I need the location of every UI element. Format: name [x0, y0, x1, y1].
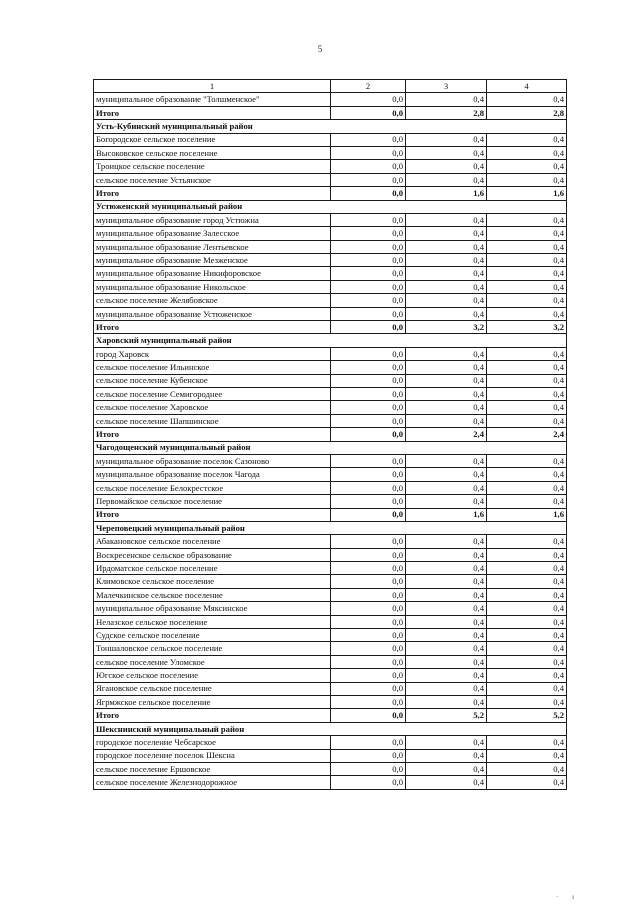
district-header-row — [94, 200, 567, 213]
table-row — [94, 655, 567, 668]
table-row — [94, 588, 567, 601]
cell-col-3: 5,2 — [406, 709, 487, 722]
district-name: Череповецкий муниципальный район — [94, 521, 567, 534]
cell-col-4: 0,4 — [487, 173, 567, 186]
cell-col-2: 0,0 — [331, 428, 406, 441]
table-row — [94, 347, 567, 360]
cell-name: Нелазское сельское поселение — [94, 615, 331, 628]
cell-name: Судское сельское поселение — [94, 629, 331, 642]
cell-name: сельское поселение Уломское — [94, 655, 331, 668]
cell-name: Первомайское сельское поселение — [94, 495, 331, 508]
cell-col-3: 0,4 — [406, 454, 487, 467]
cell-name: сельское поселение Ершовское — [94, 762, 331, 775]
cell-col-2: 0,0 — [331, 280, 406, 293]
page-number: 5 — [317, 44, 323, 54]
corner-marks: · ı — [556, 893, 581, 901]
cell-col-3: 0,4 — [406, 146, 487, 159]
cell-col-3: 0,4 — [406, 240, 487, 253]
cell-col-3: 0,4 — [406, 347, 487, 360]
district-header-row — [94, 334, 567, 347]
cell-col-4: 0,4 — [487, 347, 567, 360]
district-name: Чагодощенский муниципальный район — [94, 441, 567, 454]
cell-col-2: 0,0 — [331, 776, 406, 789]
table-row — [94, 267, 567, 280]
cell-name: сельское поселение Семигороднее — [94, 387, 331, 400]
cell-col-3: 0,4 — [406, 280, 487, 293]
cell-col-3: 0,4 — [406, 762, 487, 775]
cell-col-3: 0,4 — [406, 562, 487, 575]
cell-name: сельское поселение Устьянское — [94, 173, 331, 186]
cell-name: муниципальное образование Мяксинское — [94, 602, 331, 615]
cell-col-4: 0,4 — [487, 227, 567, 240]
table-row — [94, 602, 567, 615]
cell-col-3: 0,4 — [406, 361, 487, 374]
cell-name: Климовское сельское поселение — [94, 575, 331, 588]
cell-col-3: 0,4 — [406, 160, 487, 173]
cell-col-4: 0,4 — [487, 160, 567, 173]
cell-col-2: 0,0 — [331, 454, 406, 467]
total-row — [94, 187, 567, 200]
table-header-row — [94, 80, 567, 93]
cell-col-4: 0,4 — [487, 254, 567, 267]
cell-col-4: 0,4 — [487, 615, 567, 628]
cell-name: сельское поселение Харовское — [94, 401, 331, 414]
cell-name: Итого — [94, 508, 331, 521]
cell-name: Итого — [94, 709, 331, 722]
cell-col-2: 0,0 — [331, 481, 406, 494]
cell-col-4: 0,4 — [487, 736, 567, 749]
cell-col-4: 0,4 — [487, 495, 567, 508]
cell-col-3: 0,4 — [406, 294, 487, 307]
table-row — [94, 93, 567, 106]
cell-name: Итого — [94, 187, 331, 200]
cell-col-4: 0,4 — [487, 642, 567, 655]
table-row — [94, 307, 567, 320]
cell-name: Итого — [94, 428, 331, 441]
cell-name: Высоковское сельское поселение — [94, 146, 331, 159]
cell-col-4: 0,4 — [487, 361, 567, 374]
cell-col-3: 0,4 — [406, 93, 487, 106]
cell-col-3: 0,4 — [406, 468, 487, 481]
cell-name: муниципальное образование Залесское — [94, 227, 331, 240]
cell-col-3: 0,4 — [406, 374, 487, 387]
table-row — [94, 401, 567, 414]
cell-name: Богородское сельское поселение — [94, 133, 331, 146]
cell-col-4: 0,4 — [487, 749, 567, 762]
cell-col-2: 0,0 — [331, 93, 406, 106]
cell-col-4: 0,4 — [487, 414, 567, 427]
cell-col-4: 0,4 — [487, 146, 567, 159]
table-row — [94, 146, 567, 159]
total-row — [94, 321, 567, 334]
cell-col-3: 0,4 — [406, 669, 487, 682]
cell-name: сельское поселение Белокрестское — [94, 481, 331, 494]
cell-name: муниципальное образование "Толшменское" — [94, 93, 331, 106]
cell-name: муниципальное образование поселок Сазоново — [94, 454, 331, 467]
cell-col-4: 0,4 — [487, 562, 567, 575]
cell-col-3: 0,4 — [406, 588, 487, 601]
cell-col-3: 0,4 — [406, 682, 487, 695]
table-row — [94, 133, 567, 146]
table-row — [94, 682, 567, 695]
table-row — [94, 454, 567, 467]
cell-col-2: 0,0 — [331, 615, 406, 628]
cell-col-4: 0,4 — [487, 548, 567, 561]
header-col-1: 1 — [94, 80, 331, 93]
district-name: Усть-Кубинский муниципальный район — [94, 120, 567, 133]
cell-col-3: 0,4 — [406, 307, 487, 320]
cell-col-4: 5,2 — [487, 709, 567, 722]
cell-col-2: 0,0 — [331, 146, 406, 159]
table-row — [94, 361, 567, 374]
cell-col-3: 0,4 — [406, 133, 487, 146]
header-col-3: 3 — [406, 80, 487, 93]
cell-col-2: 0,0 — [331, 227, 406, 240]
cell-col-4: 0,4 — [487, 401, 567, 414]
cell-col-3: 0,4 — [406, 213, 487, 226]
cell-name: Ирдоматское сельское поселение — [94, 562, 331, 575]
table-row — [94, 669, 567, 682]
cell-col-2: 0,0 — [331, 695, 406, 708]
cell-col-3: 0,4 — [406, 655, 487, 668]
cell-col-2: 0,0 — [331, 468, 406, 481]
cell-name: муниципальное образование Никольское — [94, 280, 331, 293]
cell-col-3: 0,4 — [406, 535, 487, 548]
cell-col-4: 0,4 — [487, 481, 567, 494]
cell-name: сельское поселение Шапшинское — [94, 414, 331, 427]
cell-col-4: 0,4 — [487, 307, 567, 320]
cell-name: муниципальное образование город Устюжна — [94, 213, 331, 226]
cell-col-2: 0,0 — [331, 736, 406, 749]
table-row — [94, 548, 567, 561]
cell-col-2: 0,0 — [331, 414, 406, 427]
cell-col-2: 0,0 — [331, 669, 406, 682]
table-row — [94, 481, 567, 494]
cell-col-3: 0,4 — [406, 776, 487, 789]
cell-col-3: 0,4 — [406, 254, 487, 267]
cell-col-2: 0,0 — [331, 535, 406, 548]
cell-col-2: 0,0 — [331, 548, 406, 561]
district-name: Харовский муниципальный район — [94, 334, 567, 347]
table-row — [94, 387, 567, 400]
table-row — [94, 173, 567, 186]
cell-name: Троицкое сельское поселение — [94, 160, 331, 173]
cell-col-4: 0,4 — [487, 133, 567, 146]
table-row — [94, 776, 567, 789]
cell-col-3: 0,4 — [406, 615, 487, 628]
cell-col-3: 0,4 — [406, 227, 487, 240]
table-row — [94, 227, 567, 240]
cell-name: Итого — [94, 321, 331, 334]
cell-col-2: 0,0 — [331, 347, 406, 360]
cell-col-4: 0,4 — [487, 374, 567, 387]
cell-col-4: 0,4 — [487, 240, 567, 253]
cell-col-2: 0,0 — [331, 762, 406, 775]
cell-col-3: 0,4 — [406, 629, 487, 642]
table-row — [94, 254, 567, 267]
cell-col-4: 0,4 — [487, 588, 567, 601]
cell-col-2: 0,0 — [331, 401, 406, 414]
cell-col-2: 0,0 — [331, 629, 406, 642]
cell-name: сельское поселение Кубенское — [94, 374, 331, 387]
cell-col-3: 2,8 — [406, 106, 487, 119]
cell-name: Малечкинское сельское поселение — [94, 588, 331, 601]
table-row — [94, 762, 567, 775]
district-header-row — [94, 120, 567, 133]
cell-col-4: 0,4 — [487, 387, 567, 400]
cell-col-4: 0,4 — [487, 695, 567, 708]
cell-col-3: 0,4 — [406, 495, 487, 508]
cell-col-3: 0,4 — [406, 414, 487, 427]
cell-name: муниципальное образование Мезженское — [94, 254, 331, 267]
district-header-row — [94, 722, 567, 735]
table-row — [94, 414, 567, 427]
cell-name: городское поселение Чебсарское — [94, 736, 331, 749]
cell-col-2: 0,0 — [331, 588, 406, 601]
table-row — [94, 213, 567, 226]
cell-name: Югское сельское поселение — [94, 669, 331, 682]
total-row — [94, 508, 567, 521]
table-row — [94, 294, 567, 307]
cell-col-2: 0,0 — [331, 106, 406, 119]
cell-name: Ягановское сельское поселение — [94, 682, 331, 695]
cell-col-4: 0,4 — [487, 682, 567, 695]
cell-col-3: 0,4 — [406, 575, 487, 588]
table-row — [94, 736, 567, 749]
cell-col-4: 2,8 — [487, 106, 567, 119]
cell-name: сельское поселение Желябовское — [94, 294, 331, 307]
cell-col-4: 3,2 — [487, 321, 567, 334]
cell-col-2: 0,0 — [331, 655, 406, 668]
cell-col-3: 0,4 — [406, 602, 487, 615]
cell-col-4: 0,4 — [487, 294, 567, 307]
table-row — [94, 562, 567, 575]
cell-col-4: 0,4 — [487, 575, 567, 588]
cell-col-4: 1,6 — [487, 187, 567, 200]
cell-col-3: 0,4 — [406, 481, 487, 494]
cell-col-2: 0,0 — [331, 321, 406, 334]
header-col-4: 4 — [487, 80, 567, 93]
table-row — [94, 280, 567, 293]
cell-name: Абакановское сельское поселение — [94, 535, 331, 548]
cell-col-3: 0,4 — [406, 548, 487, 561]
cell-col-4: 0,4 — [487, 602, 567, 615]
table-row — [94, 240, 567, 253]
total-row — [94, 428, 567, 441]
total-row — [94, 106, 567, 119]
cell-name: город Харовск — [94, 347, 331, 360]
cell-col-4: 1,6 — [487, 508, 567, 521]
district-header-row — [94, 521, 567, 534]
cell-name: муниципальное образование Лентьевское — [94, 240, 331, 253]
cell-col-4: 0,4 — [487, 762, 567, 775]
table-row — [94, 629, 567, 642]
total-row — [94, 709, 567, 722]
cell-col-3: 0,4 — [406, 749, 487, 762]
cell-col-2: 0,0 — [331, 294, 406, 307]
cell-col-2: 0,0 — [331, 173, 406, 186]
cell-col-3: 0,4 — [406, 736, 487, 749]
cell-name: Воскресенское сельское образование — [94, 548, 331, 561]
cell-col-2: 0,0 — [331, 213, 406, 226]
cell-col-3: 2,4 — [406, 428, 487, 441]
cell-name: Ягрмжское сельское поселение — [94, 695, 331, 708]
district-header-row — [94, 441, 567, 454]
cell-name: Тоншаловское сельское поселение — [94, 642, 331, 655]
district-name: Шекснинский муниципальный район — [94, 722, 567, 735]
cell-col-4: 0,4 — [487, 629, 567, 642]
table-row — [94, 749, 567, 762]
cell-col-2: 0,0 — [331, 374, 406, 387]
cell-name: сельское поселение Ильинское — [94, 361, 331, 374]
cell-col-2: 0,0 — [331, 187, 406, 200]
cell-col-2: 0,0 — [331, 133, 406, 146]
cell-col-2: 0,0 — [331, 267, 406, 280]
cell-name: муниципальное образование Устюженское — [94, 307, 331, 320]
cell-name: муниципальное образование Никифоровское — [94, 267, 331, 280]
cell-col-2: 0,0 — [331, 562, 406, 575]
table-row — [94, 642, 567, 655]
cell-col-4: 0,4 — [487, 669, 567, 682]
cell-name: Итого — [94, 106, 331, 119]
table-row — [94, 495, 567, 508]
cell-col-4: 0,4 — [487, 535, 567, 548]
cell-col-4: 0,4 — [487, 267, 567, 280]
cell-col-2: 0,0 — [331, 709, 406, 722]
cell-name: муниципальное образование поселок Чагода — [94, 468, 331, 481]
cell-col-3: 0,4 — [406, 387, 487, 400]
cell-col-4: 0,4 — [487, 655, 567, 668]
table-row — [94, 374, 567, 387]
cell-name: городское поселение поселок Шексна — [94, 749, 331, 762]
cell-col-3: 0,4 — [406, 173, 487, 186]
cell-col-2: 0,0 — [331, 254, 406, 267]
district-name: Устюженский муниципальный район — [94, 200, 567, 213]
cell-col-2: 0,0 — [331, 307, 406, 320]
table-row — [94, 468, 567, 481]
cell-col-2: 0,0 — [331, 361, 406, 374]
cell-col-2: 0,0 — [331, 642, 406, 655]
cell-col-4: 2,4 — [487, 428, 567, 441]
cell-col-3: 1,6 — [406, 508, 487, 521]
table-row — [94, 695, 567, 708]
table-row — [94, 535, 567, 548]
table-row — [94, 160, 567, 173]
cell-col-4: 0,4 — [487, 776, 567, 789]
cell-col-4: 0,4 — [487, 454, 567, 467]
table-row — [94, 615, 567, 628]
cell-col-2: 0,0 — [331, 387, 406, 400]
cell-col-2: 0,0 — [331, 749, 406, 762]
cell-name: сельское поселение Железнодорожное — [94, 776, 331, 789]
cell-col-2: 0,0 — [331, 160, 406, 173]
allocation-table — [93, 79, 567, 790]
cell-col-2: 0,0 — [331, 602, 406, 615]
cell-col-3: 0,4 — [406, 401, 487, 414]
cell-col-3: 0,4 — [406, 695, 487, 708]
cell-col-3: 0,4 — [406, 267, 487, 280]
cell-col-2: 0,0 — [331, 508, 406, 521]
cell-col-4: 0,4 — [487, 280, 567, 293]
cell-col-3: 1,6 — [406, 187, 487, 200]
cell-col-3: 0,4 — [406, 642, 487, 655]
cell-col-4: 0,4 — [487, 93, 567, 106]
cell-col-2: 0,0 — [331, 682, 406, 695]
table-row — [94, 575, 567, 588]
cell-col-3: 3,2 — [406, 321, 487, 334]
header-col-2: 2 — [331, 80, 406, 93]
cell-col-2: 0,0 — [331, 495, 406, 508]
cell-col-2: 0,0 — [331, 575, 406, 588]
cell-col-2: 0,0 — [331, 240, 406, 253]
cell-col-4: 0,4 — [487, 468, 567, 481]
cell-col-4: 0,4 — [487, 213, 567, 226]
